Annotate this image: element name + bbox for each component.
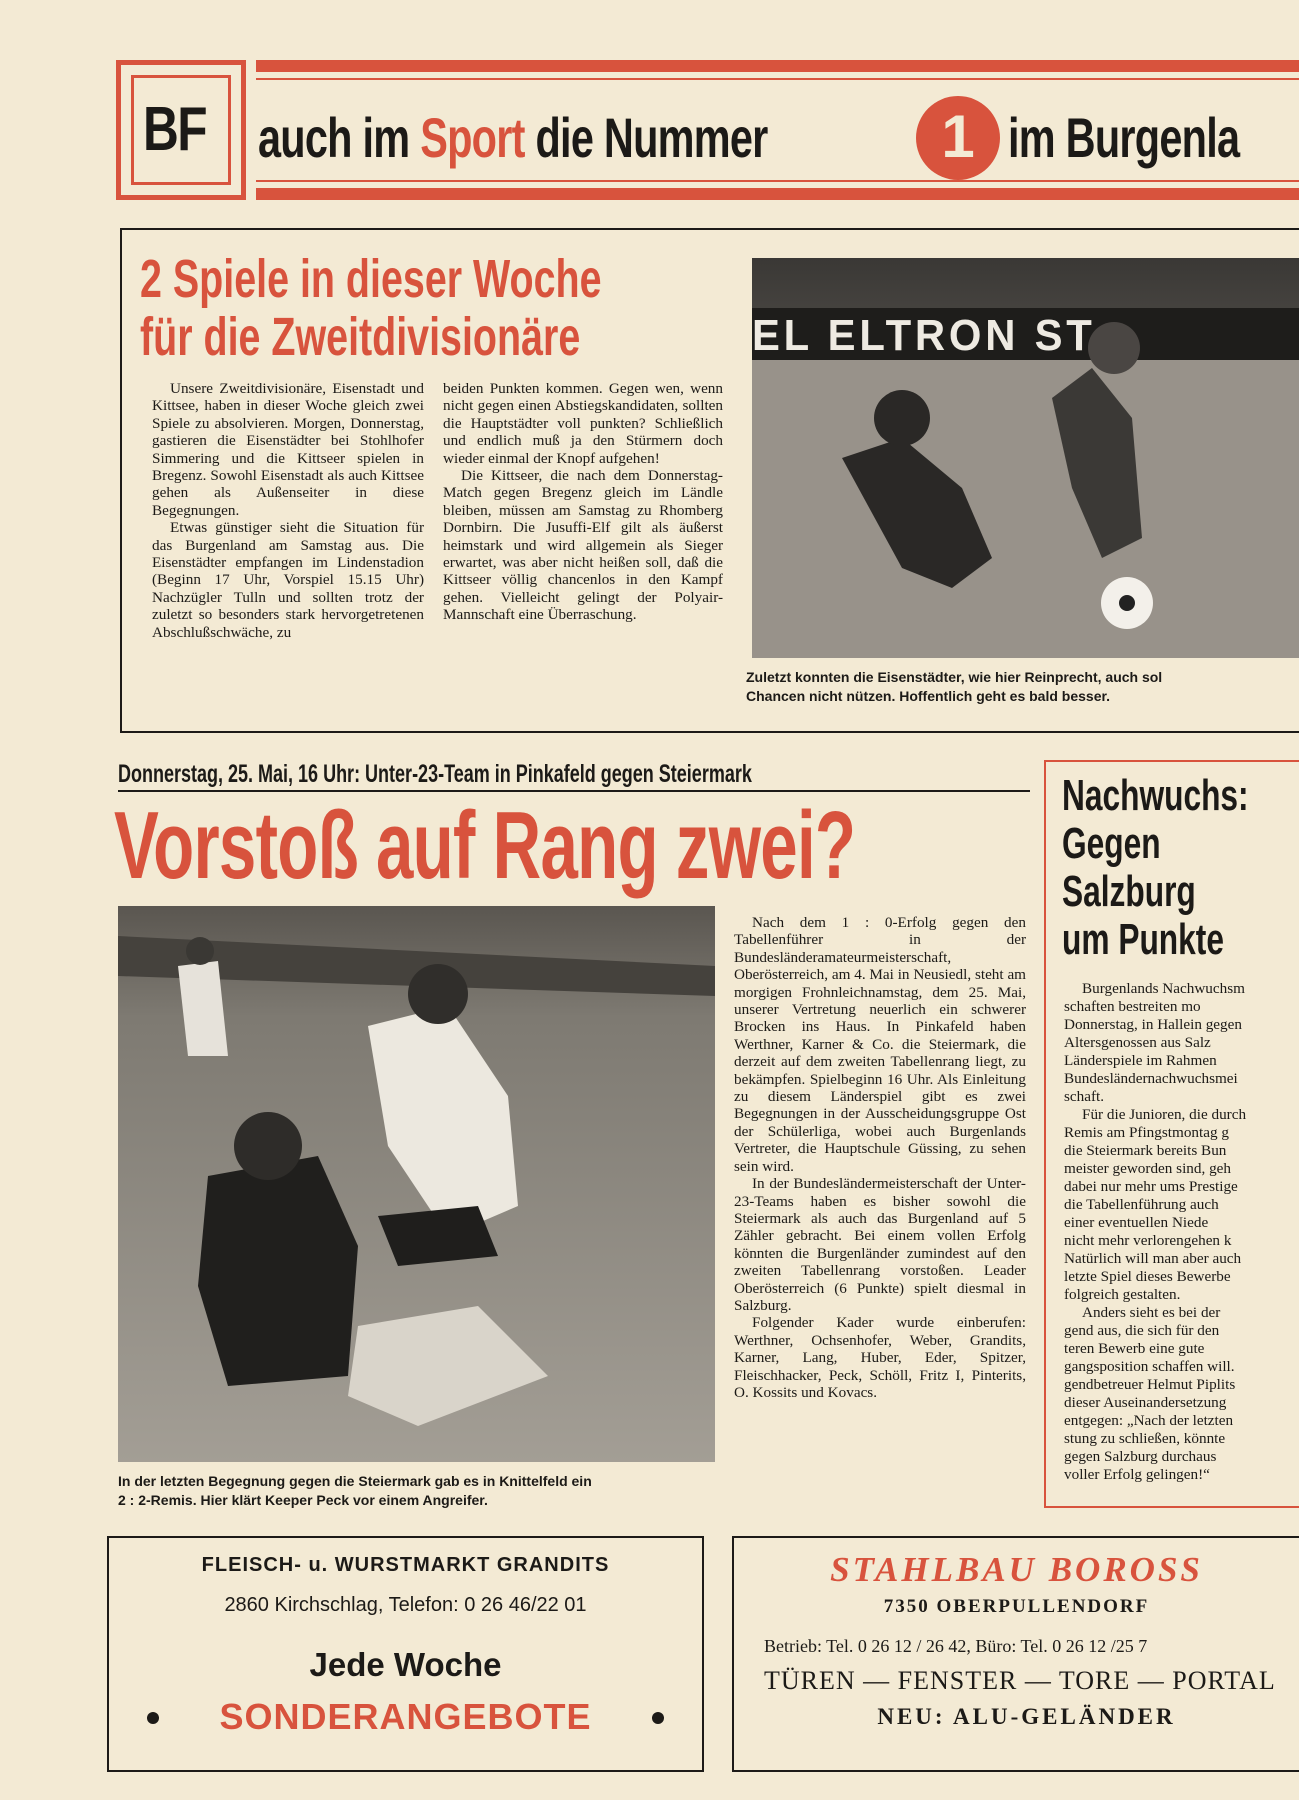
ad-boross-line1: STAHLBAU BOROSS [830, 1550, 1203, 1589]
story3-line: teren Bewerb eine gute [1064, 1340, 1205, 1357]
story1-column-1 [152, 380, 424, 641]
story3-line: dieser Auseinandersetzung [1064, 1394, 1227, 1411]
story3-headline-line: Gegen [1062, 819, 1161, 868]
masthead-logo-box [116, 60, 246, 200]
story1-col1-paragraph: Unsere Zweitdivisionäre, Eisenstadt und Kittsee, haben in dieser Woche gleich zwei Spiele zu absolvieren. Morgen, Donnerstag, gastieren die Eisenstädter bei Stohlhofer Simmering und die Kittseer spielen in Bregenz. Sowohl Eisenstadt als auch Kittsee gehen als Außenseiter in diese Begegnungen. [152, 380, 424, 519]
ad-boross-line3: Betrieb: Tel. 0 26 12 / 26 42, Büro: Tel. 0 26 12 /25 7 [764, 1636, 1148, 1656]
story3-line: Anders sieht es bei der [1082, 1304, 1221, 1321]
story2-headline: Vorstoß auf Rang zwei? [114, 792, 856, 899]
story2-photo-caption [118, 1472, 718, 1510]
story3-line: Bundesländernachwuchsmei [1064, 1070, 1238, 1087]
ad-boross-line4: TÜREN — FENSTER — TORE — PORTAL [764, 1666, 1276, 1695]
ad-boross-line2: 7350 OBERPULLENDORF [883, 1596, 1150, 1617]
story3-line: einer eventuellen Niede [1064, 1214, 1209, 1231]
story2-paragraph: Folgender Kader wurde einberufen: Werthner, Ochsenhofer, Weber, Grandits, Karner, Lang, Huber, Eder, Spitzer, Fleischhacker, Peck, Schöll, Fritz I, Pinterits, O. Kossits und Kovacs. [734, 1314, 1026, 1401]
story3-line: nicht mehr verlorengehen k [1064, 1232, 1232, 1249]
slogan-part-3: im Burgenla [1008, 106, 1240, 169]
story3-headline-line: Nachwuchs: [1062, 771, 1249, 820]
ad-boross [732, 1536, 1299, 1772]
masthead-slogan [258, 108, 768, 168]
story1-photo [752, 258, 1299, 658]
bullet-dot-right [652, 1712, 664, 1724]
story3-headline-line: um Punkte [1062, 915, 1224, 964]
story3-line: Natürlich will man aber auch [1064, 1250, 1242, 1267]
ad-grandits-line4: SONDERANGEBOTE [219, 1696, 592, 1737]
story3-line: gegen Salzburg durchaus [1064, 1448, 1217, 1465]
story3-line: Für die Junioren, die durch [1082, 1106, 1247, 1123]
story2-paragraph: Nach dem 1 : 0-Erfolg gegen den Tabellenführer in der Bundesländeramateurmeisterschaft, Oberösterreich, am 4. Mai in Neusiedl, steht am morgigen Frohnleichnamstag, dem 25. Mai, unserer Vertretung neuerlich ein schwerer Brocken ins Haus. In Pinkafeld haben Werthner, Karner & Co. die Steiermark, die derzeit auf dem zweiten Tabellenrang liegt, zu bekämpfen. Spielbeginn 16 Uhr. Als Einleitung zu diesem Länderspiel gibt es zwei Begegnungen in der Ausscheidungsgruppe Ost der Schülerliga, wobei auch Burgenlands Vertreter, die Hauptschule Güssing, zu sehen sein wird. [734, 914, 1026, 1175]
story2-caption-line2: 2 : 2-Remis. Hier klärt Keeper Peck vor einem Angreifer. [118, 1492, 488, 1508]
story2-photo-graphic [118, 906, 715, 1462]
ad-grandits-line3: Jede Woche [309, 1646, 502, 1683]
ad-grandits-line1: FLEISCH- u. WURSTMARKT GRANDITS [201, 1554, 610, 1576]
story1-column-2 [443, 380, 723, 624]
slogan-part-1: auch im [258, 106, 410, 169]
story3-line: Länderspiele im Rahmen [1064, 1052, 1217, 1069]
story3-line: gangsposition schaffen will. [1064, 1358, 1235, 1375]
masthead-logo: BF [143, 95, 206, 164]
story3-line: stung zu schließen, könnte [1064, 1430, 1226, 1447]
ad-boross-line5: NEU: ALU-GELÄNDER [877, 1704, 1176, 1729]
story3-headline-line: Salzburg [1062, 867, 1196, 916]
story3-line: Burgenlands Nachwuchsm [1082, 980, 1245, 997]
ad-grandits [107, 1536, 704, 1772]
story3-line: letzte Spiel dieses Bewerbe [1064, 1268, 1231, 1285]
story3-line: entgegen: „Nach der letzten [1064, 1412, 1234, 1429]
story3-line: gendbetreuer Helmut Piplits [1064, 1376, 1236, 1393]
story3-line: Altersgenossen aus Salz [1064, 1034, 1211, 1051]
story2-body [734, 914, 1026, 1401]
story2-paragraph: In der Bundesländermeisterschaft der Unter-23-Teams haben es bisher sowohl die Steiermark als auch das Burgenland auf 5 Zähler gebracht. Bei einem vollen Erfolg könnten die Burgenländer zumindest auf den zweiten Tabellenrang vorstoßen. Leader Oberösterreich (6 Punkte) spielt diesmal in Salzburg. [734, 1175, 1026, 1314]
slogan-sport: Sport [420, 106, 525, 169]
story3-line: voller Erfolg gelingen!“ [1064, 1466, 1210, 1483]
story3-headline [1062, 772, 1249, 964]
story3-line: gend aus, die sich für den [1064, 1322, 1220, 1339]
number-one-badge [916, 96, 1000, 180]
story3-body [1064, 980, 1299, 1484]
story1-col2-paragraph: Die Kittseer, die nach dem Donnerstag-Match gegen Bregenz gleich im Ländle bleiben, müssen am Samstag zu Rhomberg Dornbirn. Die Jusuffi-Elf gilt als äußerst heimstark und wird allgemein als Sieger erwartet, was aber nicht heißen soll, daß die Kittseer völlig chancenlos in den Kampf gehen. Vielleicht gelingt der Polyair-Mannschaft eine Überraschung. [443, 467, 723, 624]
slogan-part-2: die Nummer [535, 106, 768, 169]
story3-line: folgreich gestalten. [1064, 1286, 1181, 1303]
ad-grandits-line2: 2860 Kirchschlag, Telefon: 0 26 46/22 01 [224, 1594, 587, 1616]
story1-photo-caption [746, 668, 1299, 706]
story1-photo-banner: EL ELTRON ST [752, 311, 1096, 360]
story3-line: dabei nur mehr ums Prestige [1064, 1178, 1238, 1195]
story2-caption-line1: In der letzten Begegnung gegen die Steiermark gab es in Knittelfeld ein [118, 1473, 592, 1489]
story3-line: meister geworden sind, geh [1064, 1160, 1232, 1177]
story3-line: schaft. [1064, 1088, 1105, 1105]
story1-headline-line1: 2 Spiele in dieser Woche [140, 249, 602, 309]
story3-line: Remis am Pfingstmontag g [1064, 1124, 1229, 1141]
story1-col2-paragraph: beiden Punkten kommen. Gegen wen, wenn nicht gegen einen Abstiegskandidaten, sollten die Hauptstädter voll punkten? Schließlich und endlich muß ja den Stürmern doch wieder einmal der Knopf aufgehen! [443, 380, 723, 467]
story1-caption-line1: Zuletzt konnten die Eisenstädter, wie hier Reinprecht, auch sol [746, 669, 1163, 685]
story1-headline-line2: für die Zweitdivisionäre [140, 307, 581, 367]
masthead [116, 60, 1299, 206]
story2-photo [118, 906, 715, 1462]
story3-line: die Tabellenführung auch [1064, 1196, 1219, 1213]
story3-line: schaften bestreiten mo [1064, 998, 1201, 1015]
story1-headline [140, 250, 602, 366]
story1-caption-line2: Chancen nicht nützen. Hoffentlich geht es bald besser. [746, 688, 1111, 704]
story2-kicker: Donnerstag, 25. Mai, 16 Uhr: Unter-23-Team in Pinkafeld gegen Steiermark [118, 760, 752, 788]
story3-line: die Steiermark bereits Bun [1064, 1142, 1227, 1159]
story3-line: Donnerstag, in Hallein gegen [1064, 1016, 1242, 1033]
number-one-badge-text: 1 [941, 103, 975, 170]
story3-box [1044, 760, 1299, 1508]
story1-col1-paragraph: Etwas günstiger sieht die Situation für das Burgenland am Samstag aus. Die Eisenstädter empfangen im Lindenstadion (Beginn 17 Uhr, Vorspiel 15.15 Uhr) Nachzügler Tulln und sollten trotz der zuletzt so besonders stark hervorgetretenen Abschlußschwäche, zu [152, 519, 424, 641]
